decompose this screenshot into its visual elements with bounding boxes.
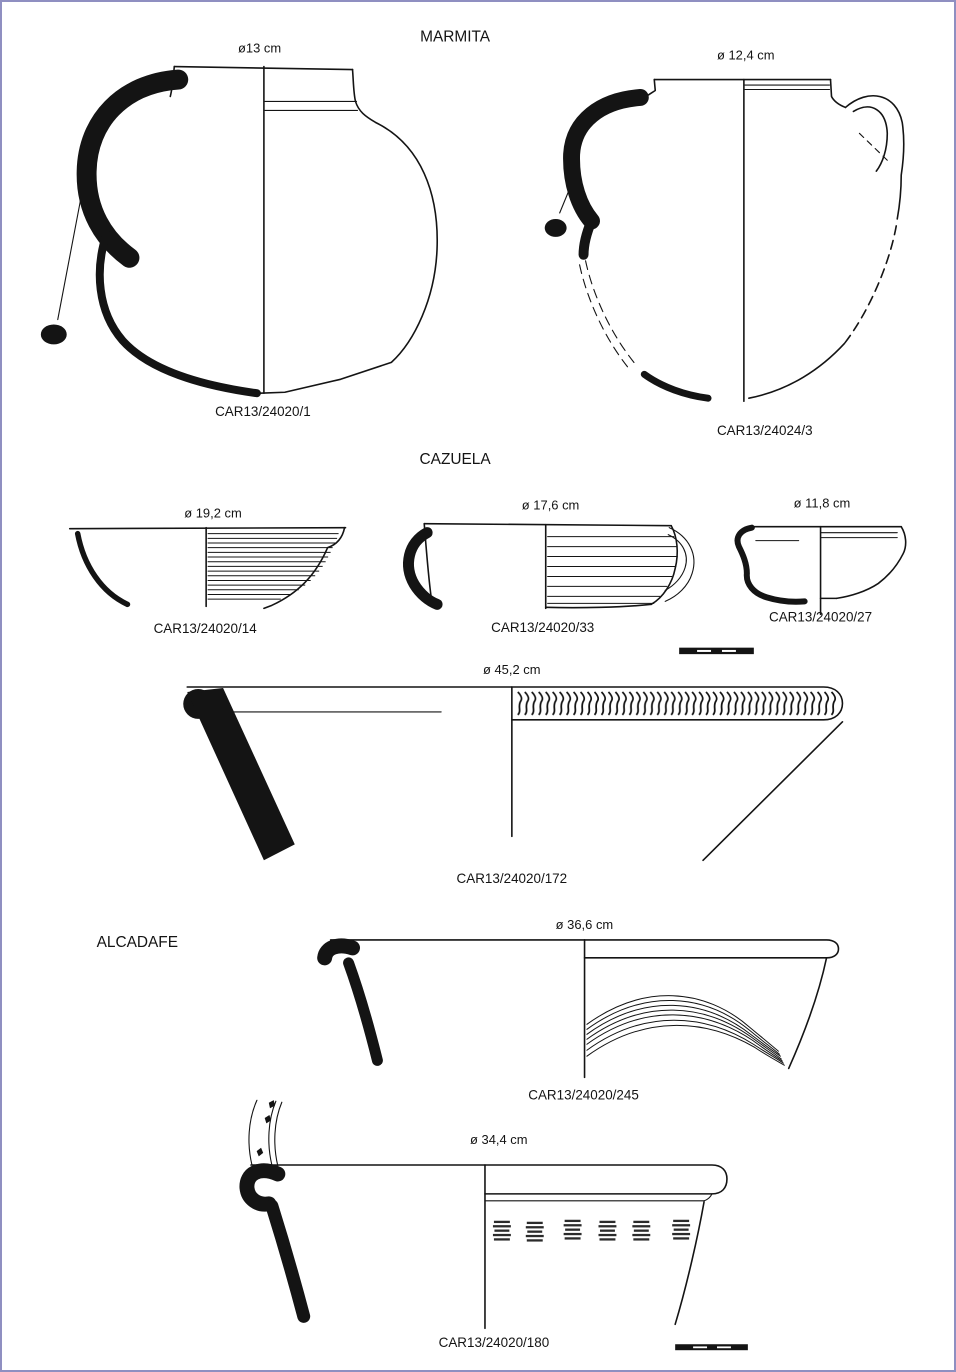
handle-section-left: [572, 97, 641, 220]
diameter-label: ø 19,2 cm: [184, 505, 242, 521]
section-title-alcadafe: ALCADAFE: [96, 933, 179, 951]
profile-section-left: [584, 221, 592, 255]
section-title-cazuela: CAZUELA: [419, 450, 491, 468]
section-title-marmita: MARMITA: [420, 28, 491, 46]
rim-line: [424, 524, 671, 526]
figure-canvas: [2, 2, 954, 1370]
catalog-label: CAR13/24020/1: [215, 404, 311, 420]
cazuela-vessel-33-drawing: [409, 498, 694, 635]
profile-section-left: [78, 534, 128, 605]
diameter-label: ø 11,8 cm: [793, 495, 851, 511]
indicator-dot: [545, 219, 567, 237]
cazuela-vessel-14-drawing: [70, 506, 346, 637]
catalog-label: CAR13/24020/14: [153, 621, 257, 637]
profile-section-left: [272, 1206, 304, 1317]
wall-right-outline: [703, 722, 842, 860]
rim-line: [70, 528, 346, 529]
handle-right-dashed-join: [859, 133, 887, 160]
catalog-label: CAR13/24024/3: [716, 423, 813, 439]
marmita-vessel-2-drawing: [545, 48, 904, 438]
body-left-dashed-line-2: [580, 265, 631, 371]
band-step-edge: [704, 1194, 712, 1201]
body-right-outline: [260, 70, 437, 394]
diameter-label: ø 45,2 cm: [482, 662, 541, 678]
diameter-label: ø13 cm: [238, 40, 282, 56]
body-right-dashed-outline: [844, 226, 896, 344]
combed-arc-decoration: [587, 996, 785, 1066]
interior-hatch-lines: [208, 534, 339, 600]
catalog-label: CAR13/24020/33: [491, 620, 595, 636]
catalog-label: CAR13/24020/172: [456, 871, 568, 887]
rim-band-outline: [585, 940, 839, 958]
body-right-lower-outline: [749, 343, 845, 398]
base-section-fragment: [644, 374, 708, 398]
handle-section-left: [409, 533, 438, 605]
rim-top-view-detail: [249, 1099, 282, 1166]
handle-section-left: [87, 80, 179, 258]
stamped-decoration-row: [493, 1220, 690, 1242]
alcadafe-vessel-180-drawing: [247, 1099, 727, 1350]
diameter-label: ø 17,6 cm: [521, 497, 580, 513]
rope-decoration-band: [517, 691, 837, 717]
wall-right-outline: [264, 528, 345, 609]
indicator-line: [58, 194, 82, 319]
wall-right-outline: [789, 958, 827, 1069]
profile-section-left: [738, 528, 805, 602]
scale-bar-bottom: [675, 1344, 748, 1350]
stamp-diamond: [255, 1147, 264, 1157]
stamp-diamond: [267, 1099, 277, 1110]
profile-section-left: [187, 688, 295, 860]
neck-right-edge: [831, 80, 846, 108]
profile-break-gap: [115, 305, 127, 316]
handle-right-outer: [665, 528, 694, 602]
rim-band-outline: [485, 1165, 727, 1194]
scale-bar-top: [679, 648, 754, 654]
marmita-vessel-1-drawing: [41, 41, 437, 419]
cazuela-vessel-27-drawing: [738, 496, 906, 625]
catalog-label: CAR13/24020/27: [769, 609, 873, 625]
diameter-label: ø 12,4 cm: [716, 47, 775, 63]
handle-break-gap-2: [613, 155, 622, 163]
catalog-label: CAR13/24020/180: [438, 1335, 550, 1351]
base-line: [546, 604, 652, 607]
body-left-dashed-line-1: [586, 261, 637, 366]
catalog-label: CAR13/24020/245: [528, 1087, 639, 1103]
rim-section-knob: [325, 946, 353, 958]
indicator-dot: [41, 325, 67, 345]
profile-section-left: [349, 963, 378, 1061]
diameter-label: ø 34,4 cm: [470, 1132, 528, 1148]
handle-break-gap-1: [599, 142, 608, 151]
handle-right-outer: [845, 96, 903, 219]
interior-hatch-lines: [547, 537, 677, 604]
diameter-label: ø 36,6 cm: [555, 916, 614, 932]
handle-slot: [418, 549, 423, 584]
rim-section-hook: [247, 1171, 278, 1204]
handle-right-inner: [853, 107, 887, 171]
alcadafe-vessel-245-drawing: [325, 917, 839, 1102]
cazuela-vessel-172-drawing: [183, 662, 842, 886]
